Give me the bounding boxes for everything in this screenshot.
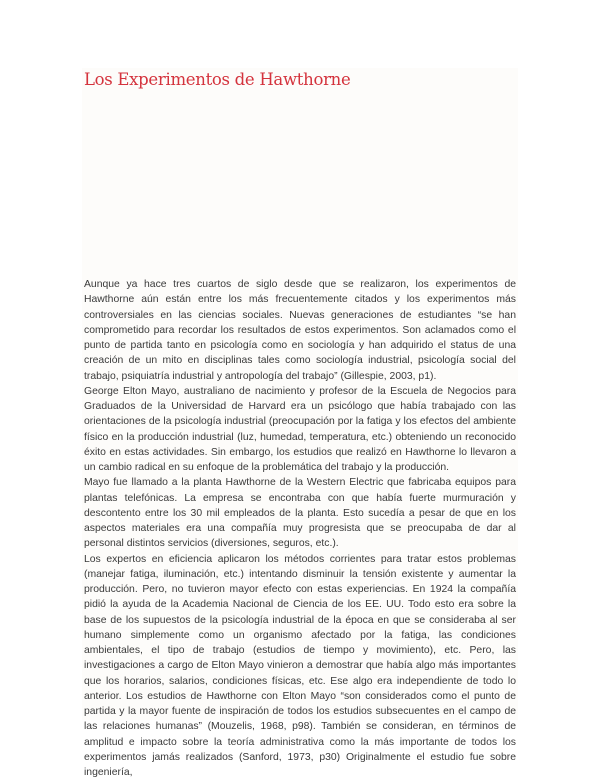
paragraph: Aunque ya hace tres cuartos de siglo desde que se realizaron, los experimentos de Hawthorne aún están entre los más frecuentemente citados y los experimentos más controversiales en las ciencias sociales. Nuevas generaciones de estudiantes “se han comprometido para recordar los resultados de estos experimentos. Son aclamados como el punto de partida tanto en psicología como en sociología y han adquirido el status de una creación de un mito en disciplinas tales como sociología industrial, psicología social del trabajo, psiquiatría industrial y antropología del trabajo” (Gillespie, 2003, p1). xyxy=(84,277,516,384)
paragraph: Mayo fue llamado a la planta Hawthorne de la Western Electric que fabricaba equipos para plantas telefónicas. La empresa se encontraba con que había fuerte murmuración y descontento entre los 30 mil empleados de la planta. Esto sucedía a pesar de que en los aspectos materiales era una compañía muy progresista que se preocupaba de dar al personal distintos servicios (diversiones, seguros, etc.). xyxy=(84,475,516,551)
paragraph: Los expertos en eficiencia aplicaron los métodos corrientes para tratar estos problemas (manejar fatiga, iluminación, etc.) intentando disminuir la tensión existente y aumentar la producción. Pero, no tuvieron mayor efecto con estas experiencias. En 1924 la compañía pidió la ayuda de la Academia Nacional de Ciencia de los EE. UU. Todo esto era sobre la base de los supuestos de la psicología industrial de la época en que se consideraba al ser humano simplemente como un organismo afectado por la fatiga, las condiciones ambientales, el tipo de trabajo (estudios de tiempo y movimiento), etc. Pero, las investigaciones a cargo de Elton Mayo vinieron a demostrar que había algo más importantes que los horarios, salarios, condiciones físicas, etc. Ese algo era independiente de todo lo anterior. Los estudios de Hawthorne con Elton Mayo “son considerados como el punto de partida y la mayor fuente de inspiración de todos los estudios subsecuentes en el campo de las relaciones humanas” (Mouzelis, 1968, p98). También se consideran, en términos de amplitud e impacto sobre la teoría administrativa como la más importante de todos los experimentos jamás realizados (Sanford, 1973, p30) Originalmente el estudio fue sobre ingeniería, xyxy=(84,552,516,780)
document-title: Los Experimentos de Hawthorne xyxy=(84,70,350,89)
paragraph: George Elton Mayo, australiano de nacimiento y profesor de la Escuela de Negocios para Graduados de la Universidad de Harvard era un psicólogo que había trabajado con las orientaciones de la psicología industrial (preocupación por la fatiga y los efectos del ambiente físico en la producción industrial (luz, humedad, temperatura, etc.) obteniendo un reconocido éxito en estas actividades. Sin embargo, los estudios que realizó en Hawthorne lo llevaron a un cambio radical en su enfoque de la problemática del trabajo y la producción. xyxy=(84,384,516,476)
document-body xyxy=(84,277,516,780)
